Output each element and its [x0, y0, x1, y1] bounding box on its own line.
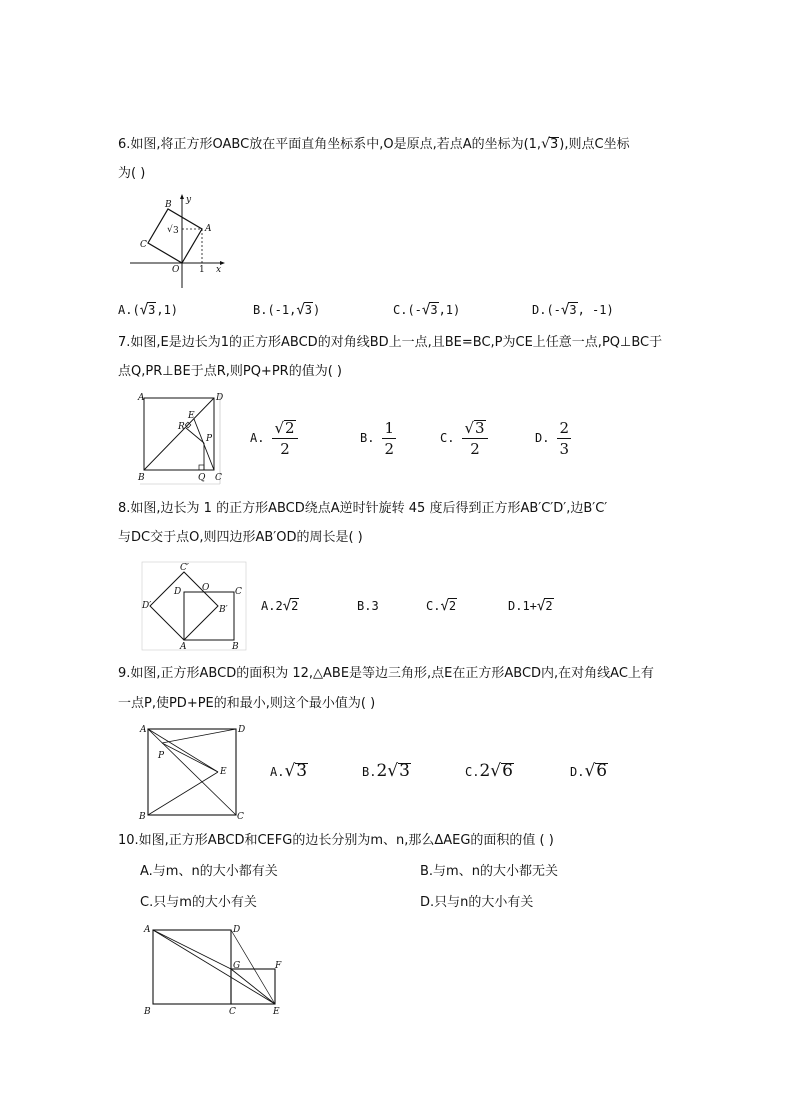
q6-option-a-suffix: ,1): [156, 303, 179, 317]
q6-option-b[interactable]: [253, 301, 320, 319]
q6-stem-line1: [118, 135, 630, 154]
q8-option-d-radicand: 2: [545, 599, 553, 613]
q10-square-abcd: [153, 930, 231, 1004]
q9-option-a[interactable]: [270, 762, 308, 781]
sqrt-symbol: √: [387, 761, 399, 781]
sqrt-symbol: √: [490, 761, 502, 781]
q6-option-b-prefix: B.(-1,: [253, 303, 297, 317]
q7-option-d-fraction: [557, 418, 571, 459]
q7-diagonal-bd: [144, 398, 214, 470]
q6-option-b-suffix: ): [313, 303, 321, 317]
q8-option-c[interactable]: [426, 597, 457, 615]
q8-option-a-prefix: A.2: [261, 599, 283, 613]
sqrt-symbol: √: [541, 136, 550, 152]
q7-option-a-numerator: [272, 418, 297, 439]
q8-option-d[interactable]: [508, 597, 554, 615]
q9-label-p: P: [158, 751, 165, 761]
q6-y-arrow: [180, 194, 184, 199]
q6-option-a[interactable]: [118, 301, 178, 319]
q6-label-o: O: [172, 265, 180, 275]
q10-label-f: F: [275, 961, 282, 971]
q10-stem-line1: 10.如图,正方形ABCD和CEFG的边长分别为m、n,那么ΔAEG的面积的值 ( ): [118, 833, 554, 848]
q6-label-sqrt: √: [167, 225, 173, 235]
q9-option-a-radicand: 3: [296, 761, 308, 781]
q8-stem-line2: 与DC交于点O,则四边形AB′OD的周长是( ): [118, 530, 363, 545]
q8-figure: [140, 560, 250, 652]
q7-label-r: R: [178, 422, 185, 432]
q8-label-dprime: D′: [142, 601, 152, 611]
sqrt-symbol: √: [274, 419, 285, 437]
q7-figure: [136, 390, 226, 486]
sqrt-symbol: √: [440, 598, 449, 614]
q7-option-c[interactable]: [440, 418, 488, 459]
q10-segment-ge: [231, 969, 275, 1004]
q6-label-b: B: [165, 200, 172, 210]
q10-label-c: C: [229, 1007, 236, 1017]
q10-option-b[interactable]: B.与m、n的大小都无关: [420, 864, 558, 879]
q9-segment-pd: [162, 729, 236, 743]
q8-label-c: C: [235, 587, 242, 597]
q7-option-b-label: B.: [360, 431, 375, 445]
q6-stem-text-end: ),则点C坐标: [559, 137, 630, 152]
q10-option-c[interactable]: C.只与m的大小有关: [140, 895, 257, 910]
q10-label-a: A: [144, 925, 151, 935]
q9-figure: [138, 722, 248, 822]
q8-option-a-radicand: 2: [291, 599, 299, 613]
q7-label-e: E: [188, 411, 195, 421]
q6-option-c-radicand: 3: [430, 303, 438, 317]
q6-figure: [128, 192, 228, 292]
q7-label-q: Q: [198, 473, 206, 483]
q7-option-a-label: A.: [250, 431, 265, 445]
q6-option-c-prefix: C.(-: [393, 303, 422, 317]
q7-stem-line1: 7.如图,E是边长为1的正方形ABCD的对角线BD上一点,且BE=BC,P为CE上任意一点,PQ⊥BC于: [118, 335, 663, 350]
q10-figure: [140, 920, 290, 1020]
q7-option-a[interactable]: [250, 418, 298, 459]
q7-option-d-numerator: 2: [559, 419, 569, 437]
q9-label-b: B: [139, 812, 146, 822]
q10-label-g: G: [233, 961, 241, 971]
q10-option-d[interactable]: D.只与n的大小有关: [420, 895, 534, 910]
q6-option-c[interactable]: [393, 301, 460, 319]
q9-option-b-coefficient: 2: [376, 761, 388, 781]
q6-option-d-radicand: 3: [569, 303, 577, 317]
q6-label-x: x: [216, 265, 222, 275]
q10-label-e: E: [273, 1007, 280, 1017]
q6-option-b-radicand: 3: [304, 303, 313, 317]
q8-option-c-radicand: 2: [448, 599, 457, 613]
q6-option-a-radicand: 3: [148, 303, 156, 317]
q9-segment-pe: [162, 743, 218, 772]
q7-label-p: P: [206, 434, 213, 444]
q8-option-c-prefix: C.: [426, 599, 441, 613]
q10-segment-ag: [153, 930, 231, 969]
q6-label-c: C: [140, 240, 147, 250]
q6-stem-radicand: 3: [550, 137, 559, 152]
sqrt-symbol: √: [296, 302, 305, 318]
q8-label-o: O: [202, 583, 210, 593]
q8-frame: [142, 562, 246, 650]
q6-stem-line2: 为( ): [118, 166, 146, 181]
q9-stem-line1: 9.如图,正方形ABCD的面积为 12,△ABE是等边三角形,点E在正方形ABCD内,在对角线AC上有: [118, 666, 654, 681]
q7-option-a-radicand: 2: [285, 419, 295, 437]
q6-label-radicand: 3: [173, 226, 179, 236]
sqrt-symbol: √: [284, 761, 296, 781]
q7-label-a: A: [138, 393, 145, 403]
q7-option-b-numerator: 1: [384, 419, 394, 437]
q7-option-b[interactable]: [360, 418, 396, 459]
q7-option-d-label: D.: [535, 431, 550, 445]
q8-stem-line1: 8.如图,边长为 1 的正方形ABCD绕点A逆时针旋转 45 度后得到正方形AB′C′D′,边B′C′: [118, 501, 608, 516]
q8-label-cprime: C′: [180, 563, 189, 573]
q7-option-b-denominator: 2: [384, 440, 394, 458]
q8-label-bprime: B′: [219, 605, 228, 615]
q9-option-c-coefficient: 2: [479, 761, 491, 781]
q9-option-b-label: B.: [362, 765, 377, 779]
q7-stem-line2: 点Q,PR⊥BE于点R,则PQ+PR的值为( ): [118, 364, 342, 379]
q6-square-oabc: [148, 209, 202, 263]
sqrt-symbol: √: [139, 302, 149, 318]
q9-option-c-radicand: 6: [502, 761, 513, 781]
q7-label-d: D: [216, 393, 224, 403]
q6-label-y: y: [186, 195, 192, 205]
q6-option-d[interactable]: [532, 301, 614, 319]
sqrt-symbol: √: [421, 302, 431, 318]
q7-option-c-denominator: 2: [470, 440, 480, 458]
q7-option-a-denominator: 2: [280, 440, 290, 458]
q10-segment-ae: [153, 930, 275, 1004]
q8-label-d: D: [174, 587, 182, 597]
q6-stem-text: 6.如图,将正方形OABC放在平面直角坐标系中,O是原点,若点A的坐标为(1,: [118, 137, 542, 152]
q9-option-d-label: D.: [570, 765, 585, 779]
q9-option-c[interactable]: [465, 762, 514, 781]
q7-option-c-numerator: [462, 418, 487, 439]
q6-label-one: 1: [199, 265, 205, 275]
q9-option-d-radicand: 6: [596, 761, 608, 781]
q10-label-d: D: [233, 925, 241, 935]
q6-label-a: A: [205, 224, 212, 234]
q6-option-c-suffix: ,1): [438, 303, 461, 317]
q7-option-a-fraction: [272, 418, 297, 459]
q7-right-angle-q: [199, 465, 204, 470]
q9-segment-be: [148, 772, 218, 815]
q8-option-b[interactable]: B.3: [357, 599, 379, 613]
q7-option-d-denominator: 3: [559, 440, 569, 458]
q9-label-e: E: [220, 767, 227, 777]
q8-label-b: B: [232, 642, 239, 652]
q9-label-c: C: [237, 812, 244, 822]
q9-option-b[interactable]: [362, 762, 411, 781]
q9-option-a-label: A.: [270, 765, 285, 779]
q7-option-c-radicand: 3: [475, 419, 485, 437]
q8-option-a[interactable]: [261, 597, 299, 615]
sqrt-symbol: √: [282, 598, 292, 614]
q7-label-c: C: [215, 473, 222, 483]
q7-option-c-label: C.: [440, 431, 455, 445]
q9-label-d: D: [238, 725, 246, 735]
q9-option-b-radicand: 3: [399, 761, 410, 781]
q10-label-b: B: [144, 1007, 151, 1017]
q9-option-c-label: C.: [465, 765, 480, 779]
q8-label-a: A: [180, 642, 187, 652]
sqrt-symbol: √: [584, 761, 596, 781]
sqrt-symbol: √: [464, 419, 475, 437]
q7-segment-pr: [186, 428, 204, 443]
q9-stem-line2: 一点P,使PD+PE的和最小,则这个最小值为( ): [118, 696, 376, 711]
q7-option-d[interactable]: [535, 418, 571, 459]
q7-label-b: B: [138, 473, 145, 483]
q7-option-c-fraction: [462, 418, 487, 459]
q9-option-d[interactable]: [570, 762, 608, 781]
sqrt-symbol: √: [560, 302, 570, 318]
sqrt-symbol: √: [536, 598, 546, 614]
q9-label-a: A: [140, 725, 147, 735]
q6-option-a-prefix: A.(: [118, 303, 140, 317]
q10-option-a[interactable]: A.与m、n的大小都有关: [140, 864, 278, 879]
q8-option-d-prefix: D.1+: [508, 599, 537, 613]
q6-option-d-prefix: D.(-: [532, 303, 561, 317]
q7-option-b-fraction: [382, 418, 396, 459]
q6-option-d-suffix: , -1): [577, 303, 614, 317]
